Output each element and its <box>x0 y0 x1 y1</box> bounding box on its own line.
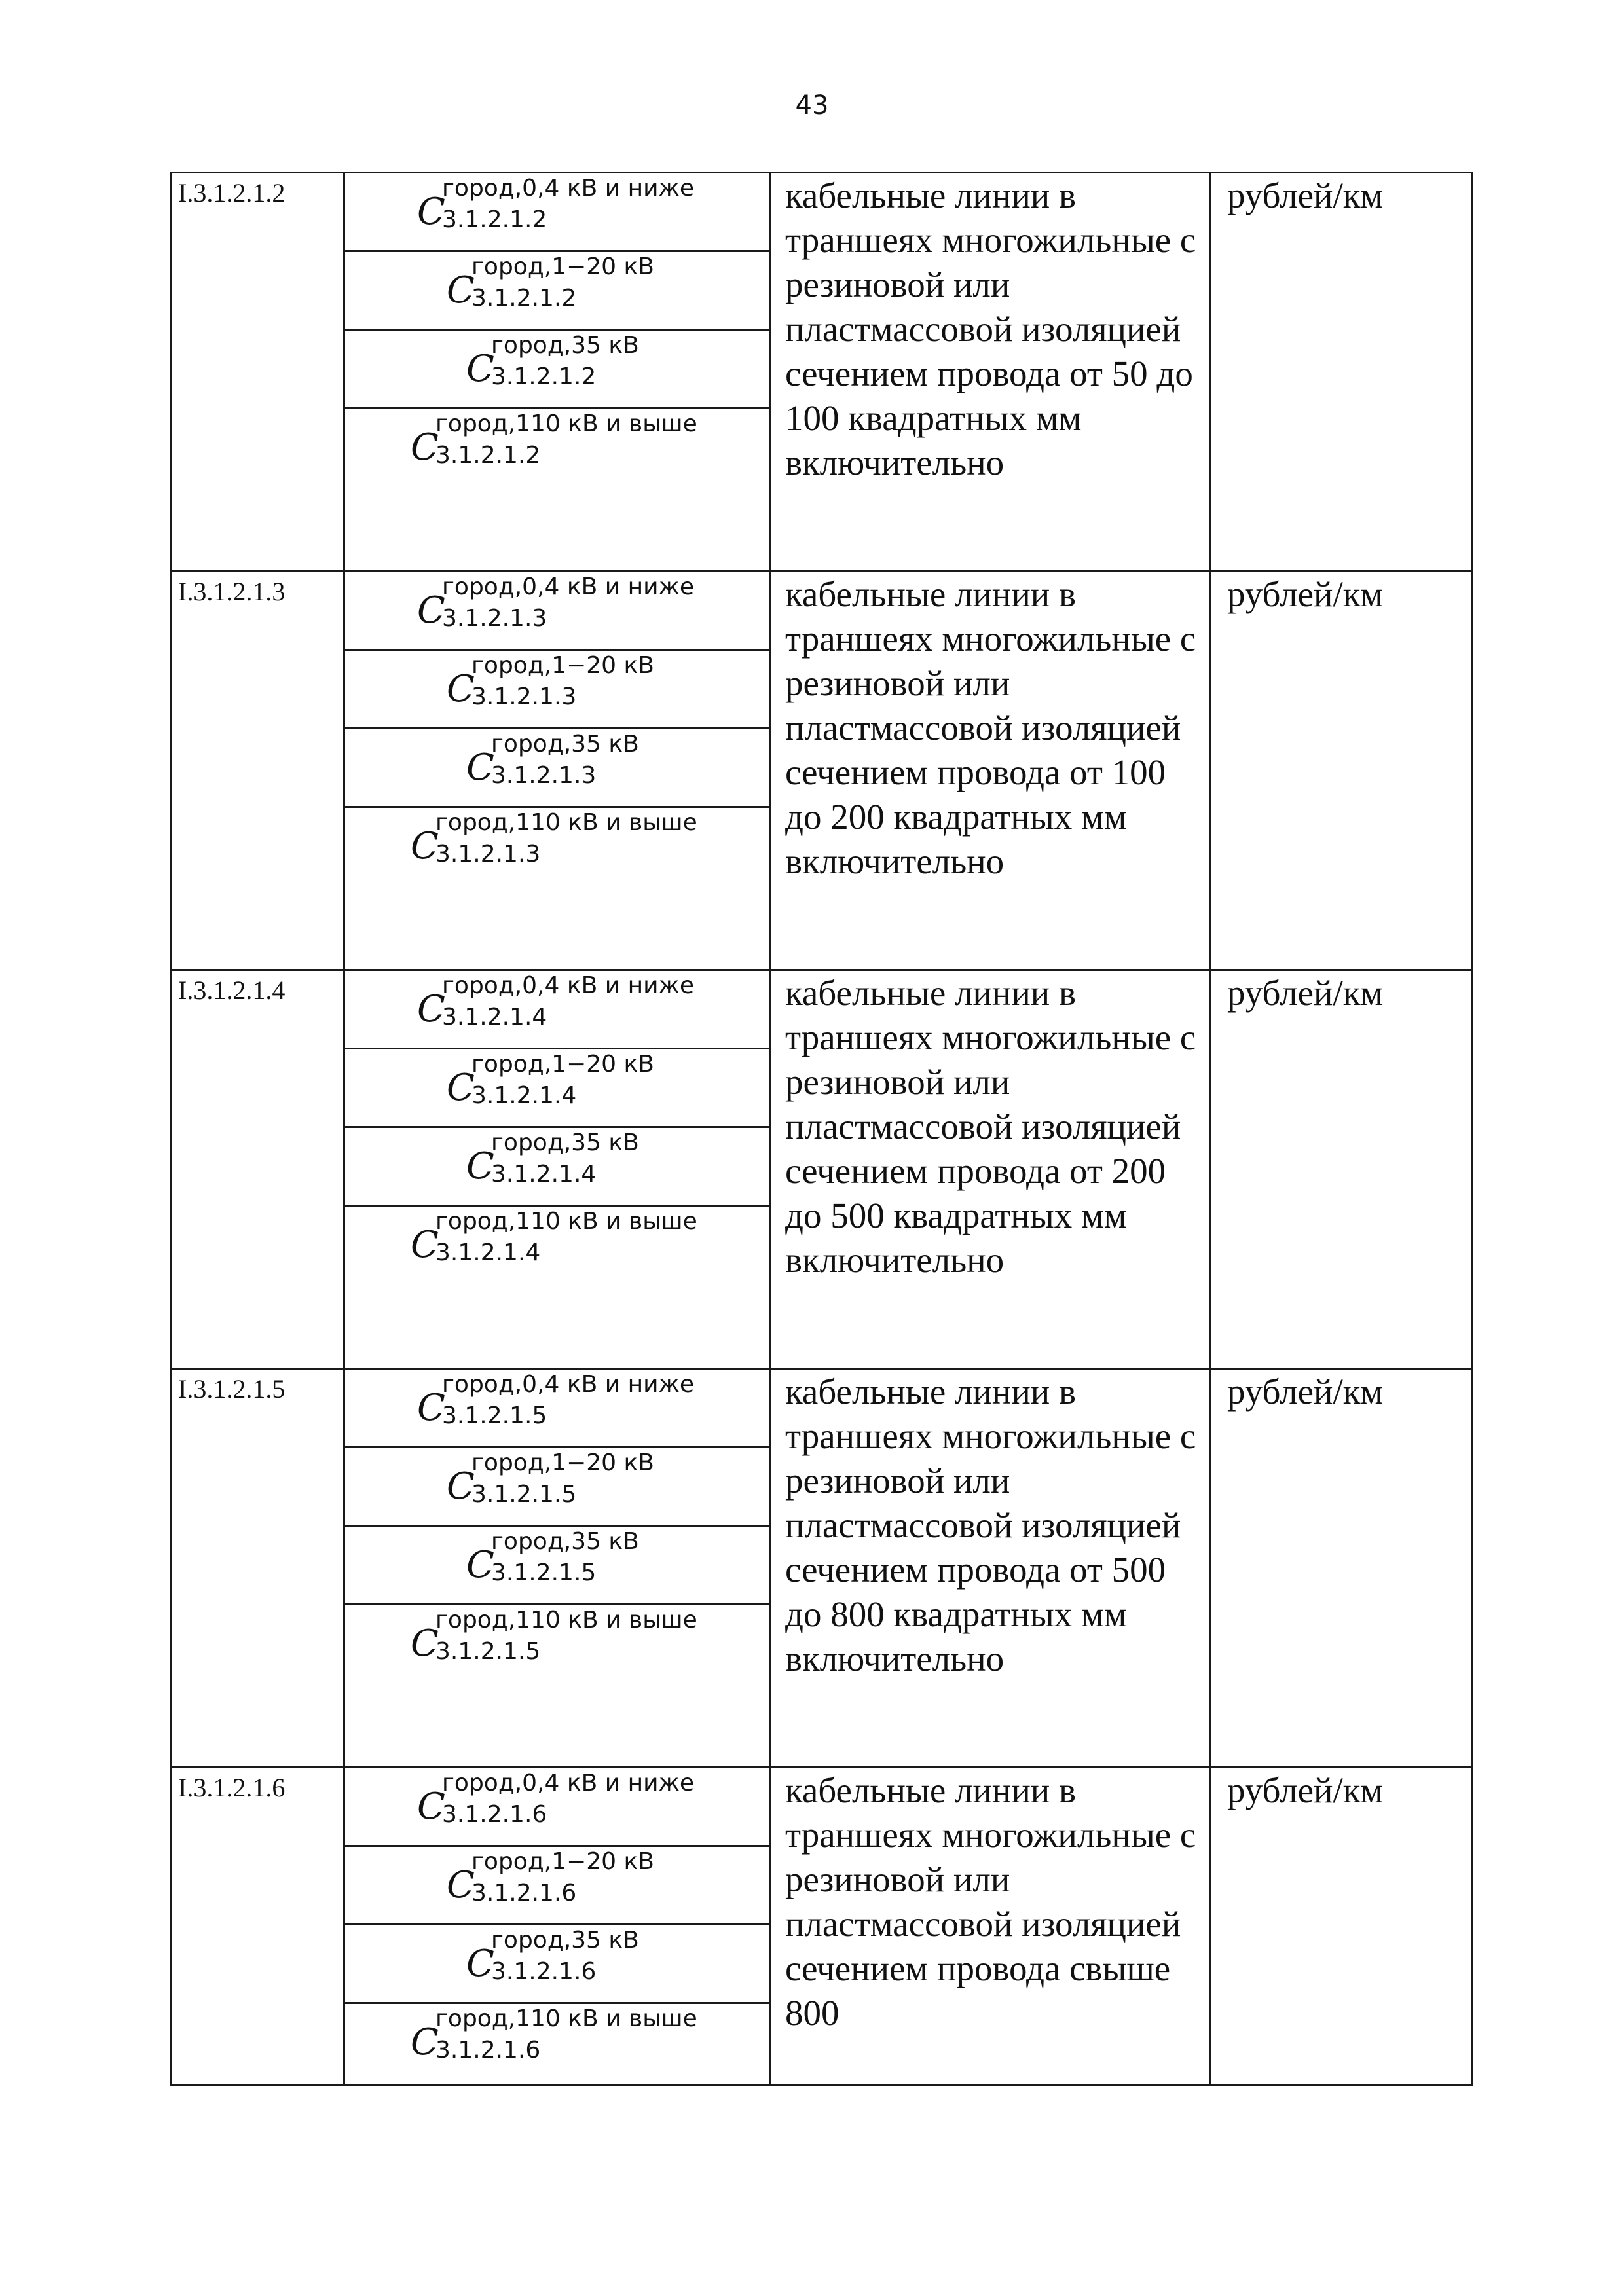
formula-row: C город,1−20 кВ 3.1.2.1.5 <box>345 1448 769 1527</box>
table-row <box>171 1369 1473 1768</box>
formula-row: C город,110 кВ и выше 3.1.2.1.2 <box>411 410 697 469</box>
row-description: кабельные линии в траншеях многожильные с резиновой или пластмассовой изоляцией сечением провода от 50 до 100 квадратных мм включительно <box>770 173 1211 572</box>
formula-row: C город,0,4 кВ и ниже 3.1.2.1.6 <box>345 1768 769 1847</box>
formula-cell <box>344 1768 770 2085</box>
formula-row: C город,35 кВ 3.1.2.1.5 <box>345 1527 769 1605</box>
row-unit: рублей/км <box>1211 1768 1473 2085</box>
formula-cell <box>344 970 770 1369</box>
row-code: I.3.1.2.1.2 <box>171 173 344 572</box>
page-number: 43 <box>795 90 829 120</box>
formula-row: C город,35 кВ 3.1.2.1.6 <box>345 1925 769 2004</box>
row-unit: рублей/км <box>1211 572 1473 970</box>
formula-row: C город,0,4 кВ и ниже 3.1.2.1.2 <box>345 173 769 252</box>
table-row <box>171 1768 1473 2085</box>
formula-cell <box>344 173 770 572</box>
row-description: кабельные линии в траншеях многожильные с резиновой или пластмассовой изоляцией сечением провода от 100 до 200 квадратных мм включительно <box>770 572 1211 970</box>
formula-row: C город,1−20 кВ 3.1.2.1.2 <box>345 252 769 331</box>
formula-row: C город,1−20 кВ 3.1.2.1.4 <box>345 1049 769 1128</box>
tariff-table <box>170 172 1473 2086</box>
formula-cell <box>344 1369 770 1768</box>
formula-row: C город,35 кВ 3.1.2.1.2 <box>345 331 769 409</box>
formula-row: C город,110 кВ и выше 3.1.2.1.4 <box>411 1208 697 1266</box>
formula-row: C город,110 кВ и выше 3.1.2.1.3 <box>411 809 697 867</box>
row-description: кабельные линии в траншеях многожильные с резиновой или пластмассовой изоляцией сечением провода от 200 до 500 квадратных мм включительно <box>770 970 1211 1369</box>
table-row <box>171 970 1473 1369</box>
row-description: кабельные линии в траншеях многожильные с резиновой или пластмассовой изоляцией сечением провода свыше 800 <box>770 1768 1211 2085</box>
table-row <box>171 173 1473 572</box>
row-unit: рублей/км <box>1211 1369 1473 1768</box>
row-code: I.3.1.2.1.4 <box>171 970 344 1369</box>
formula-row: C город,0,4 кВ и ниже 3.1.2.1.3 <box>345 572 769 651</box>
row-code: I.3.1.2.1.6 <box>171 1768 344 2085</box>
formula-row: C город,110 кВ и выше 3.1.2.1.5 <box>411 1607 697 1665</box>
row-unit: рублей/км <box>1211 173 1473 572</box>
formula-row: C город,1−20 кВ 3.1.2.1.6 <box>345 1847 769 1925</box>
formula-row: C город,0,4 кВ и ниже 3.1.2.1.5 <box>345 1370 769 1448</box>
formula-cell <box>344 572 770 970</box>
table-row <box>171 572 1473 970</box>
formula-row: C город,110 кВ и выше 3.1.2.1.6 <box>411 2005 697 2064</box>
row-code: I.3.1.2.1.5 <box>171 1369 344 1768</box>
row-unit: рублей/км <box>1211 970 1473 1369</box>
formula-row: C город,35 кВ 3.1.2.1.3 <box>345 729 769 808</box>
row-description: кабельные линии в траншеях многожильные с резиновой или пластмассовой изоляцией сечением провода от 500 до 800 квадратных мм включительно <box>770 1369 1211 1768</box>
row-code: I.3.1.2.1.3 <box>171 572 344 970</box>
formula-row: C город,0,4 кВ и ниже 3.1.2.1.4 <box>345 971 769 1049</box>
formula-row: C город,1−20 кВ 3.1.2.1.3 <box>345 651 769 729</box>
formula-row: C город,35 кВ 3.1.2.1.4 <box>345 1128 769 1207</box>
